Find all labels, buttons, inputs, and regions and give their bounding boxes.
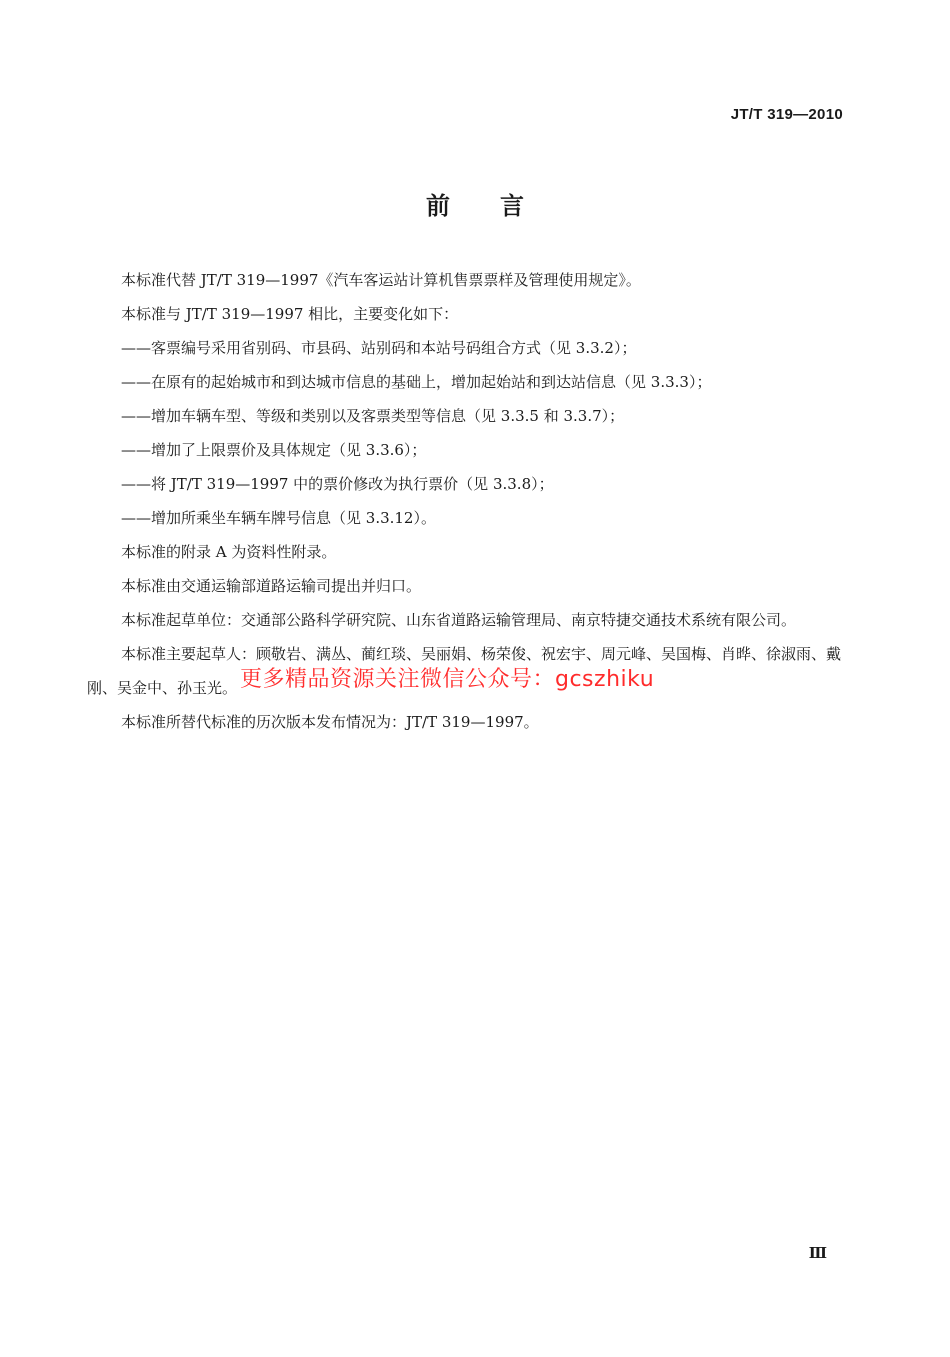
change-item: ——客票编号采用省别码、市县码、站别码和本站号码组合方式（见 3.3.2）； xyxy=(121,339,637,357)
paragraph: 本标准起草单位：交通部公路科学研究院、山东省道路运输管理局、南京特捷交通技术系统有限公司。 xyxy=(121,611,797,629)
standard-code: JT/T 319—2010 xyxy=(730,106,843,123)
change-item: ——在原有的起始城市和到达城市信息的基础上，增加起始站和到达站信息（见 3.3.3）； xyxy=(121,373,712,391)
paragraph: 本标准所替代标准的历次版本发布情况为：JT/T 319—1997。 xyxy=(121,713,539,731)
title-char-2: 言 xyxy=(500,192,524,220)
watermark: 更多精品资源关注微信公众号：gcszhiku xyxy=(240,667,655,692)
paragraph: 本标准的附录 A 为资料性附录。 xyxy=(121,543,337,561)
paragraph: 本标准主要起草人：顾敬岩、满丛、蔺红琰、吴丽娟、杨荣俊、祝宏宇、周元峰、吴国梅、肖晔、徐淑雨、戴刚、吴金中、孙玉光。 xyxy=(87,645,842,697)
paragraph: 本标准与 JT/T 319—1997 相比，主要变化如下： xyxy=(121,305,459,323)
change-item: ——增加所乘坐车辆车牌号信息（见 3.3.12）。 xyxy=(121,509,436,527)
change-item: ——增加车辆车型、等级和类别以及客票类型等信息（见 3.3.5 和 3.3.7）； xyxy=(121,407,625,425)
page-number: Ⅲ xyxy=(808,1244,827,1262)
paragraph: 本标准代替 JT/T 319—1997《汽车客运站计算机售票票样及管理使用规定》。 xyxy=(121,271,641,289)
change-item: ——将 JT/T 319—1997 中的票价修改为执行票价（见 3.3.8）； xyxy=(121,475,554,493)
paragraph: 本标准由交通运输部道路运输司提出并归口。 xyxy=(121,577,422,595)
page-title xyxy=(0,186,950,221)
title-char-1: 前 xyxy=(426,192,450,220)
change-item: ——增加了上限票价及具体规定（见 3.3.6）； xyxy=(121,441,427,459)
